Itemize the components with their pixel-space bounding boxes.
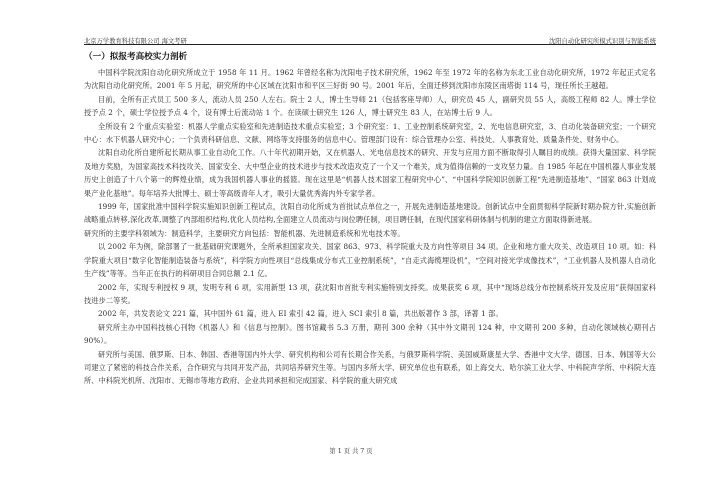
page-footer: 第 1 页 共 7 页 (329, 448, 373, 455)
paragraph: 2002 年，共发表论文 221 篇，其中国外 61 篇，进入 EI 索引 42 篇，进入 SCI 索引 8 篇，共出版著作 3 部，译著 1 部。 (98, 309, 503, 319)
paragraph: 1999 年，国家批准中国科学院实施知识创新工程试点，沈阳自动化所成为首批试点单位之一，开展先进制造基地建设。创新试点中全面贯彻科学院新时期办院方针,实施创新战略重点转移,深化改革,调整了内部组织结构,优化人员结构,全面建立人员流动与岗位聘任制，项目聘任制，在现代国家科研体制与机制的建立方面取得新进展。 (84, 202, 656, 225)
header-left-text: 北京万学教育科技有限公司 海文考研 (84, 38, 187, 45)
page-header (84, 31, 656, 45)
header-right-text: 沈阳自动化研究所模式识别与智能系统 (548, 38, 656, 45)
section-title: （一）拟报考高校实力剖析 (84, 52, 188, 62)
header-rule (84, 44, 656, 45)
paragraph: 中国科学院沈阳自动化研究所成立于 1958 年 11 月。1962 年曾经名称为沈阳电子技术研究所，1962 年至 1972 年的名称为东北工业自动化研究所，1972 年起正式定名为沈阳自动化研究所。2001 年 5 月起，研究所的中心区域在沈阳市和平区三好街 90 号。2001 年后，全面迁移到沈阳市东陵区南塔街 114 号，现任所长王越超。 (84, 68, 656, 91)
paragraph: 目前，全所有正式员工 500 多人，流动人员 250 人左右。院士 2 人，博士生导师 21（包括客座导师）人，研究员 45 人，副研究员 55 人，高级工程师 82 人。博士学位授予点 2 个，硕士学位授予点 4 个，设有博士后流动站 1 个。在读硕士研究生 126 人，博士研究生 83 人，在站博士后 9 人。 (84, 94, 656, 118)
paragraph: 研究所的主要学科领域为：制造科学，主要研究方向包括：智能机器、先进制造系统和光电技术等。 (84, 228, 405, 238)
paragraph: 沈阳自动化所自建所起长期从事工业自动化工作。八十年代初期开始，又在机器人、光电信息技术的研究、开发与应用方面不断取得引人瞩目的成绩。获得大量国家、科学院及地方奖励，为国家高技术科技攻关、国家安全、大中型企业的技术进步与技术改造攻克了一个又一个难关，成为值得信赖的一支攻坚力量。自 1985 年起在中国机器人事业发展历史上创造了十八个第一的辉煌业绩，成为我国机器人事业的摇篮。现在这里是“机器人技术国家工程研究中心”、“中国科学院知识创新工程“先进制造基地”、“国家 863 计划成果产业化基地”。每年培养大批博士、硕士等高级青年人才，吸引大量优秀海内外专家学者。 (84, 148, 656, 198)
paragraph: 2002 年，实现专利授权 9 项，发明专利 6 项，实用新型 13 项，获沈阳市首批专利实施特别支持奖。成果获奖 6 项，其中“现场总线分布控制系统开发及应用”获得国家科技进步二等奖。 (84, 282, 656, 305)
paragraph: 全所设有 2 个重点实验室：机器人学重点实验室和先进制造技术重点实验室；3 个研究室：1、工业控制系统研究室，2、光电信息研究室，3、自动化装备研究室；一个研究中心：水下机器人研究中心；一个负责科研信息、文献、网络等支持服务的信息中心。管理部门设有：综合管理办公室、科技处、人事教育处、质量条件处、财务中心。 (84, 121, 656, 145)
paragraph: 研究所主办中国科技核心刊物《机器人》和《信息与控制》。图书馆藏书 5.3 万册，期刊 300 余种（其中外文期刊 124 种，中文期刊 200 多种，自动化领域核心期刊占 90%）。 (84, 322, 656, 346)
body-text (84, 66, 656, 446)
paragraph: 以 2002 年为例，除部署了一批基础研究课题外，全所承担国家攻关、国家 863、973、科学院重大及方向性等项目 34 项。企业和地方重大攻关、改造项目 10 项。如：科学院重大项目“数字化智能制造装备与系统”，科学院方向性项目“总线集成分布式工业控制系统”，“自走式海缆埋设机”，“空间对接光学成像技术”，“工业机器人及机器人自动化生产线”等等。当年正在执行的科研项目合同总额 2.1 亿。 (84, 242, 656, 279)
paragraph: 研究所与美国、俄罗斯、日本、韩国、香港等国内外大学、研究机构和公司有长期合作关系，与俄罗斯科学院、美国威斯康星大学、香港中文大学、德国、日本、韩国等大公司建立了紧密的科技合作关系，合作研究与共同开发产品，共同培养研究生等。与国内多所大学、研究单位也有联系，如上海交大、哈尔滨工业大学、中科院声学所、中科院大连所、中科院光机所、沈阳市、无锡市等地方政府、企业共同承担和完成国家、科学院的重大研究成 (84, 349, 656, 386)
